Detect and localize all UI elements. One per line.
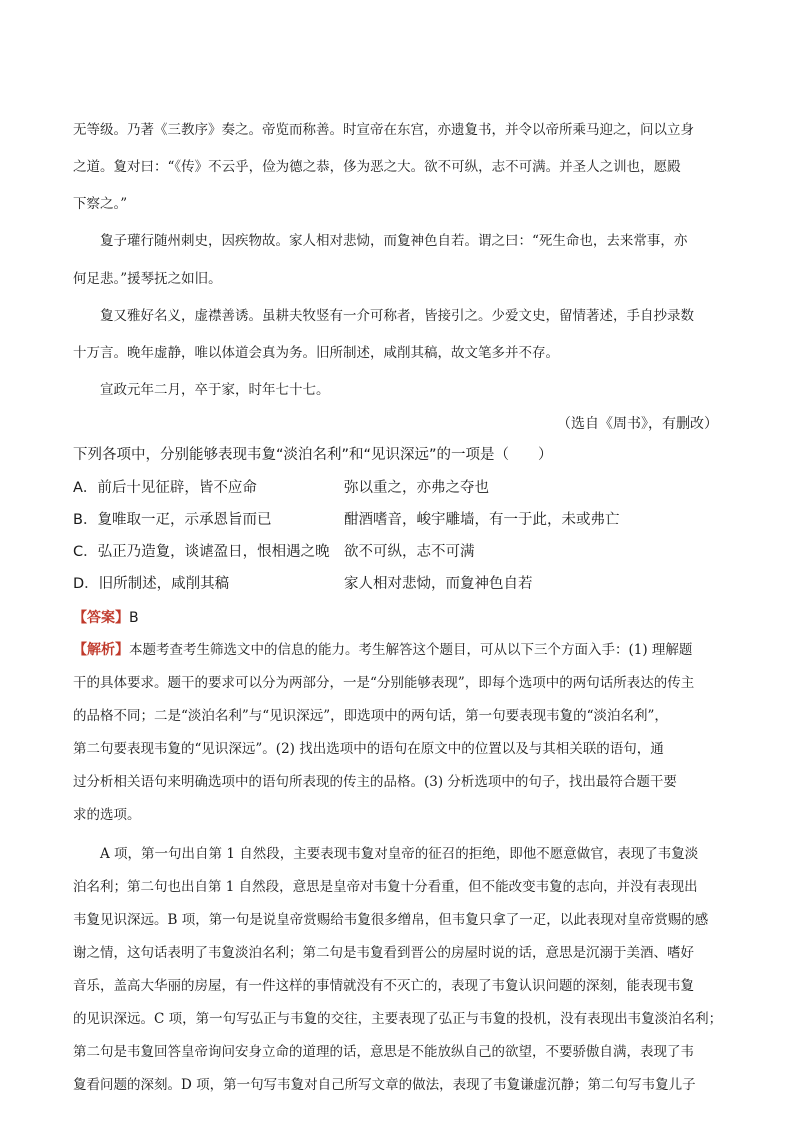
- analysis-line: 谢之情，这句话表明了韦夐淡泊名利；第二句是韦夐看到晋公的房屋时说的话，意思是沉溺于美酒、嗜好: [73, 945, 694, 961]
- analysis-line: 夐看问题的深刻。D 项，第一句写韦夐对自己所写文章的做法，表现了韦夐谦虚沉静；第二句写韦夐儿子: [73, 1077, 696, 1093]
- analysis-line: 第二句要表现韦夐的“见识深远”。(2) 找出选项中的语句在原文中的位置以及与其相关联的语句，通: [73, 741, 664, 757]
- passage-line: 夐子瓘行随州刺史，因疾物故。家人相对悲恸，而夐神色自若。谓之曰：“死生命也，去来常事，亦: [100, 233, 688, 249]
- option-a-right: 弥以重之，亦弗之夺也: [344, 480, 489, 496]
- analysis-line: 的见识深远。C 项，第一句写弘正与韦夐的交往，主要表现了弘正与韦夐的投机，没有表现出韦夐淡泊名利；: [73, 1011, 723, 1027]
- analysis-line: 过分析相关语句来明确选项中的语句所表现的传主的品格。(3) 分析选项中的句子，找出最符合题干要: [73, 774, 677, 790]
- option-c-right: 欲不可纵，志不可满: [344, 544, 475, 560]
- answer-value: B: [129, 610, 139, 626]
- analysis-label: 【解析】: [73, 642, 129, 658]
- analysis-line: A 项，第一句出自第 1 自然段，主要表现韦夐对皇帝的征召的拒绝，即他不愿意做官，表现了韦夐淡: [100, 846, 699, 862]
- analysis-line: 求的选项。: [73, 807, 141, 823]
- analysis-line: 泊名利；第二句也出自第 1 自然段，意思是皇帝对韦夐十分看重，但不能改变韦夐的志向，并没有表现出: [73, 879, 698, 895]
- analysis-line: 第二句是韦夐回答皇帝询问安身立命的道理的话，意思是不能放纵自己的欲望，不要骄傲自满，表现了韦: [73, 1044, 694, 1060]
- answer-label: 【答案】: [73, 610, 129, 626]
- passage-line: 十万言。晚年虚静，唯以体道会真为务。旧所制述，咸削其稿，故文笔多并不存。: [73, 345, 559, 361]
- option-b-left: B．夐唯取一疋，示承恩旨而已: [73, 512, 272, 528]
- option-d-left: D．旧所制述，咸削其稿: [73, 576, 230, 592]
- passage-line: 夐又雅好名义，虚襟善诱。虽耕夫牧竖有一介可称者，皆接引之。少爱文史，留情著述，手自抄录数: [100, 308, 694, 324]
- source-citation: （选自《周书》，有删改）: [557, 416, 718, 432]
- option-c-left: C．弘正乃造夐，谈谑盈日，恨相遇之晚: [73, 544, 330, 560]
- passage-line: 下察之。”: [73, 196, 128, 212]
- analysis-line: 干的具体要求。题干的要求可以分为两部分，一是“分别能够表现”，即每个选项中的两句话所表达的传主: [73, 675, 695, 691]
- option-d-right: 家人相对悲恸，而夐神色自若: [344, 576, 533, 592]
- question-stem: 下列各项中，分别能够表现韦夐“淡泊名利”和“见识深远”的一项是（ ）: [73, 447, 553, 463]
- analysis-first-line: [73, 641, 692, 659]
- analysis-line: 的品格不同；二是“淡泊名利”与“见识深远”，即选项中的两句话，第一句要表现韦夐的“淡泊名利”，: [73, 708, 668, 724]
- analysis-line: 韦夐见识深远。B 项，第一句是说皇帝赏赐给韦夐很多缯帛，但韦夐只拿了一疋，以此表现对皇帝赏赐的感: [73, 912, 709, 928]
- option-a-left: A．前后十见征辟，皆不应命: [73, 480, 257, 496]
- option-b-right: 酣酒嗜音，峻宇雕墙，有一于此，未或弗亡: [344, 512, 620, 528]
- answer-row: [73, 609, 139, 627]
- passage-line: 无等级。乃著《三教序》奏之。帝览而称善。时宣帝在东宫，亦遗夐书，并令以帝所乘马迎之，问以立身: [73, 122, 694, 138]
- passage-line: 宣政元年二月，卒于家，时年七十七。: [100, 382, 330, 398]
- passage-line: 之道。夐对曰：“《传》不云乎，俭为德之恭，侈为恶之大。欲不可纵，志不可满。并圣人之训也，愿殿: [73, 159, 681, 175]
- analysis-line: 音乐，盖高大华丽的房屋，有一件这样的事情就没有不灭亡的，表现了韦夐认识问题的深刻，能表现韦夐: [73, 978, 694, 994]
- analysis-line: 本题考查考生筛选文中的信息的能力。考生解答这个题目，可从以下三个方面入手：(1) 理解题: [129, 642, 693, 658]
- passage-line: 何足悲。”援琴抚之如旧。: [73, 271, 222, 287]
